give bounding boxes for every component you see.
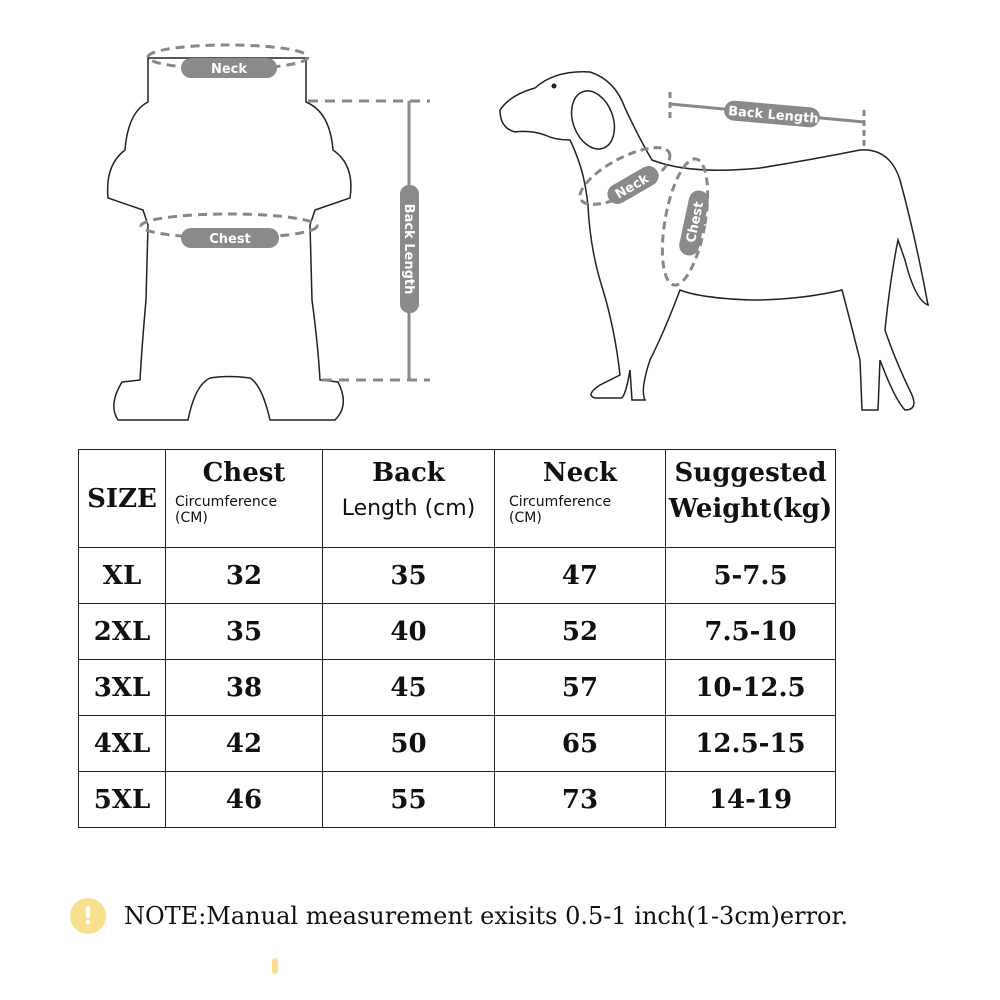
note-text: NOTE:Manual measurement exisits 0.5-1 inch(1-3cm)error. [124, 902, 848, 930]
cell-size: 2XL [79, 604, 166, 660]
measurement-note [70, 898, 848, 934]
header-neck-label: Neck [542, 458, 618, 488]
header-chest-sub-2: (CM) [175, 510, 208, 526]
header-weight-label-2: Weight(kg) [668, 494, 833, 524]
coat-chest-label: Chest [209, 232, 251, 247]
cell-weight: 7.5-10 [666, 604, 836, 660]
cell-back: 50 [323, 716, 495, 772]
cell-neck: 52 [495, 604, 666, 660]
table-row [79, 716, 836, 772]
cell-back: 35 [323, 548, 495, 604]
cell-size: XL [79, 548, 166, 604]
table-header-row [79, 450, 836, 548]
header-chest-label: Chest [202, 458, 286, 488]
cell-neck: 73 [495, 772, 666, 828]
cell-neck: 47 [495, 548, 666, 604]
header-size [79, 450, 166, 548]
header-chest-sub-1: Circumference [175, 494, 278, 510]
header-neck [495, 450, 666, 548]
header-back-label: Back [372, 458, 445, 488]
cell-chest: 38 [166, 660, 323, 716]
cell-chest: 32 [166, 548, 323, 604]
cell-chest: 46 [166, 772, 323, 828]
cell-chest: 42 [166, 716, 323, 772]
table-row [79, 548, 836, 604]
dog-back-length-label: Back Length [727, 104, 820, 127]
cell-weight: 12.5-15 [666, 716, 836, 772]
cell-chest: 35 [166, 604, 323, 660]
table-row [79, 772, 836, 828]
cell-size: 4XL [79, 716, 166, 772]
size-chart-table [78, 449, 836, 828]
header-neck-sub-1: Circumference [509, 494, 612, 510]
dog-chest-label: Chest [683, 200, 708, 245]
header-back-sub: Length (cm) [341, 496, 476, 521]
cell-back: 55 [323, 772, 495, 828]
header-weight-label-1: Suggested [674, 458, 827, 488]
cell-weight: 5-7.5 [666, 548, 836, 604]
cell-size: 3XL [79, 660, 166, 716]
cell-size: 5XL [79, 772, 166, 828]
header-back [323, 450, 495, 548]
measurement-diagram [0, 0, 1000, 440]
cell-neck: 57 [495, 660, 666, 716]
header-weight [666, 450, 836, 548]
warning-icon: ! [70, 898, 106, 934]
cell-weight: 14-19 [666, 772, 836, 828]
table-row [79, 604, 836, 660]
table-row [79, 660, 836, 716]
cell-neck: 65 [495, 716, 666, 772]
header-chest [166, 450, 323, 548]
cell-weight: 10-12.5 [666, 660, 836, 716]
cell-back: 40 [323, 604, 495, 660]
dog-eye [552, 84, 557, 89]
dog-neck-label: Neck [612, 171, 652, 203]
coat-back-length-label: Back Length [401, 203, 416, 295]
cell-back: 45 [323, 660, 495, 716]
decorative-mark [272, 958, 278, 974]
header-size-label: SIZE [87, 483, 157, 514]
header-neck-sub-2: (CM) [509, 510, 542, 526]
coat-neck-label: Neck [210, 62, 248, 77]
